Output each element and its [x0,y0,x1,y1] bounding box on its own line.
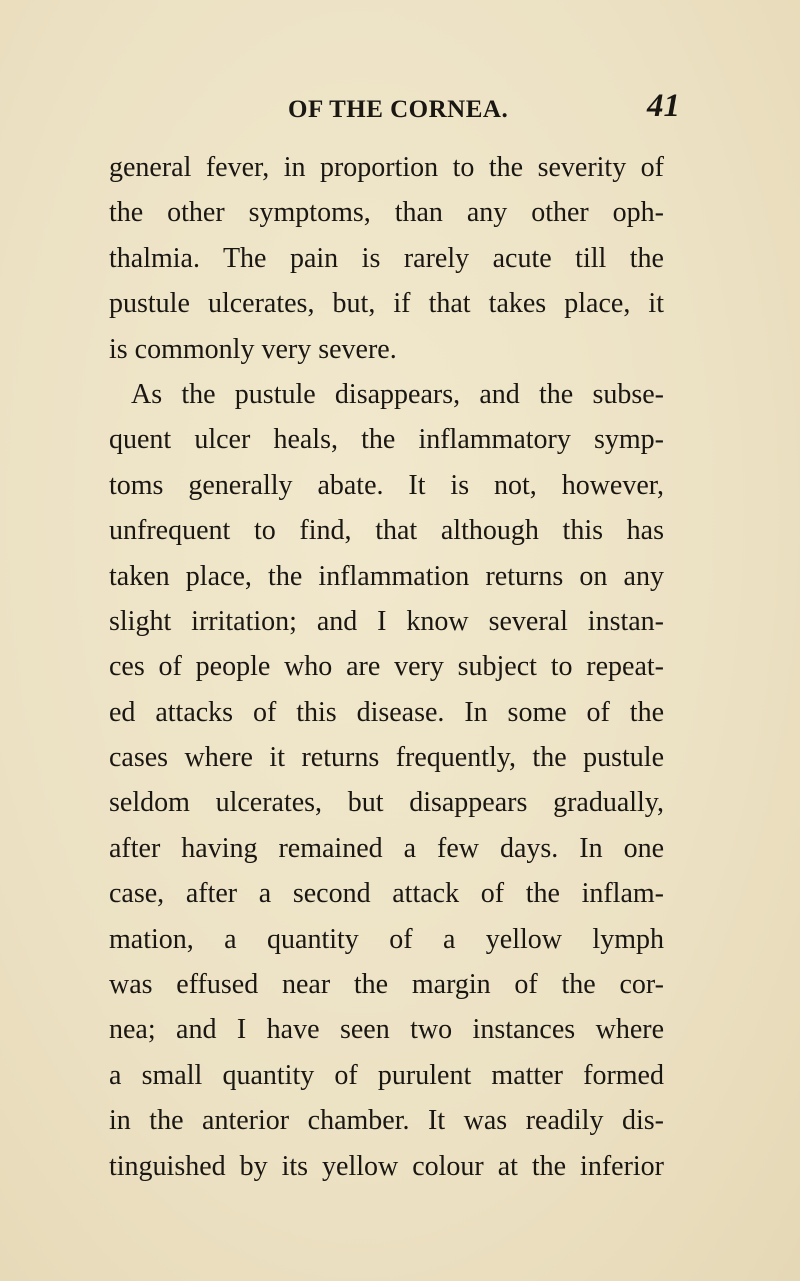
text-line: ed attacks of this disease. In some of the [109,696,664,728]
text-line: in the anterior chamber. It was readily dis- [109,1105,664,1137]
text-line: nea; and I have seen two instances where [109,1014,664,1046]
text-line: ces of people who are very subject to repeat- [109,651,664,683]
text-line: As the pustule disappears, and the subse- [131,378,664,410]
text-line: case, after a second attack of the inflam- [109,878,664,910]
text-line: quent ulcer heals, the inflammatory symp- [109,424,664,456]
text-line: after having remained a few days. In one [109,832,664,864]
text-line: a small quantity of purulent matter formed [109,1059,664,1091]
text-line: toms generally abate. It is not, however, [109,469,664,501]
page-number: 41 [647,88,680,124]
text-line: cases where it returns frequently, the pustule [109,742,664,774]
body-text [109,145,664,1189]
text-line: slight irritation; and I know several instan- [109,605,664,637]
text-line: seldom ulcerates, but disappears gradually, [109,787,664,819]
text-line: taken place, the inflammation returns on any [109,560,664,592]
text-line: mation, a quantity of a yellow lymph [109,923,664,955]
running-head [100,88,680,132]
text-line: unfrequent to find, that although this has [109,515,664,547]
text-line: was effused near the margin of the cor- [109,969,664,1001]
text-line: the other symptoms, than any other oph- [109,197,664,229]
text-line: is commonly very severe. [109,333,397,365]
text-line: tinguished by its yellow colour at the inferior [109,1150,664,1182]
text-line: general fever, in proportion to the severity of [109,152,664,183]
text-line: thalmia. The pain is rarely acute till the [109,242,664,274]
text-line: pustule ulcerates, but, if that takes place, it [109,288,664,320]
chapter-heading: OF THE CORNEA. [288,96,509,123]
